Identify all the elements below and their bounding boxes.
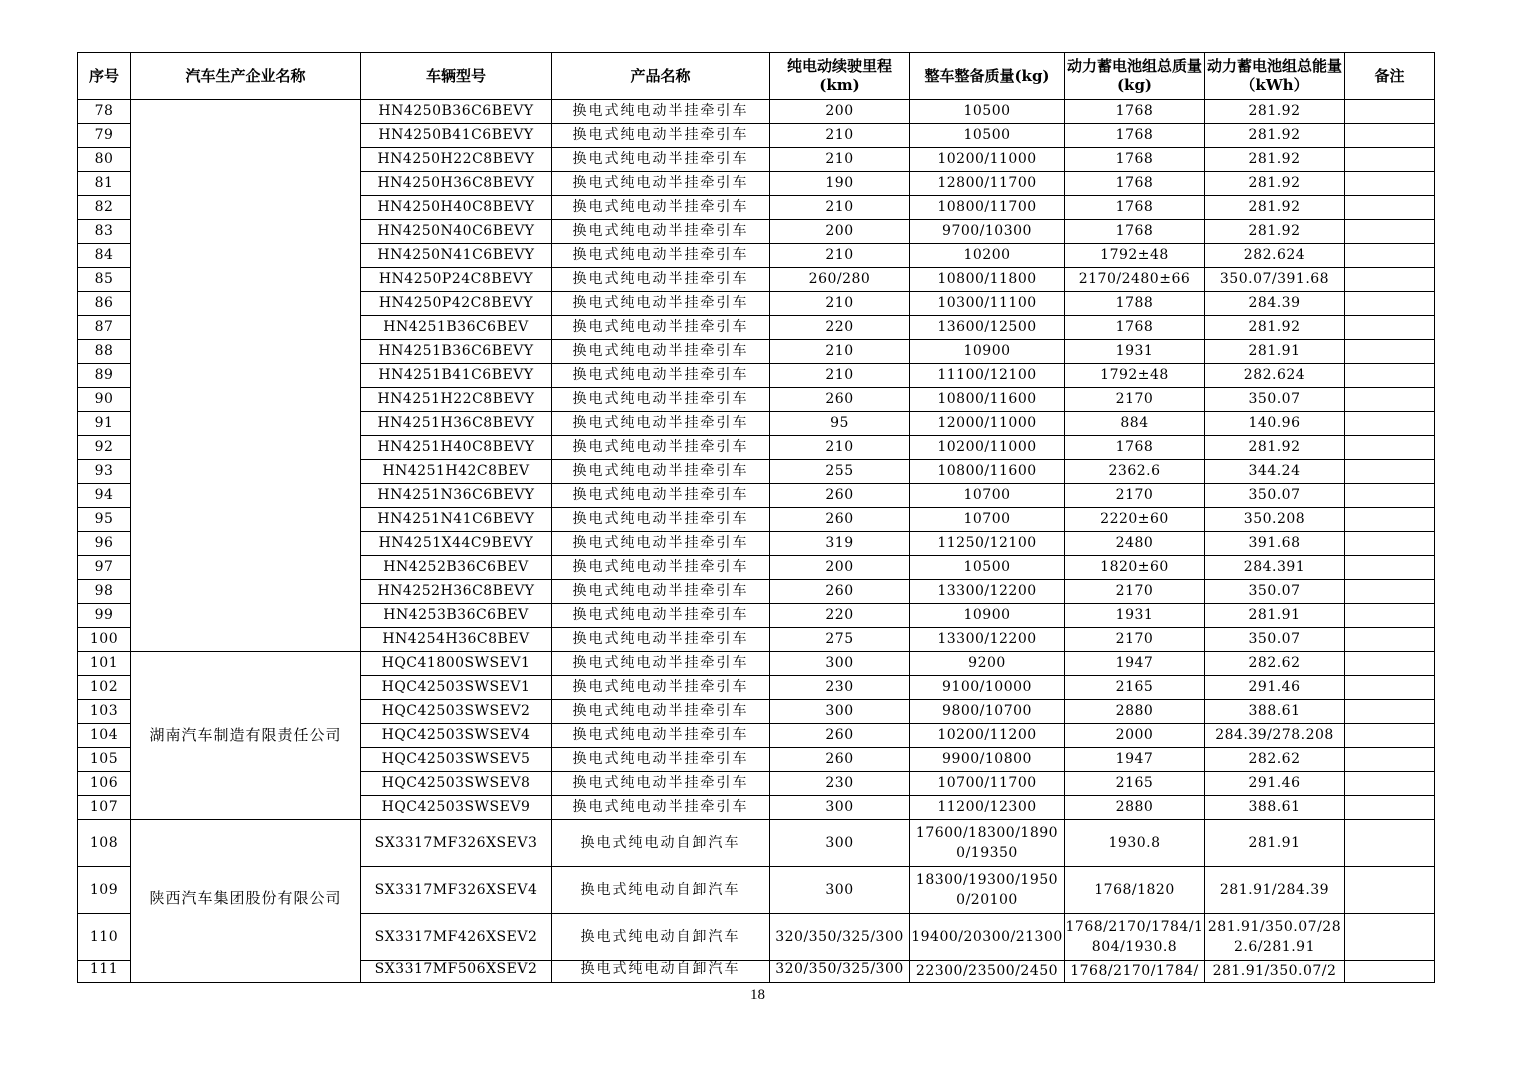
- remarks-cell: [1345, 748, 1435, 772]
- model-cell: HN4251B36C6BEV: [361, 316, 552, 340]
- manufacturer-cell: 湖南汽车制造有限责任公司: [131, 652, 361, 820]
- curb-weight-cell: 13300/12200: [910, 580, 1065, 604]
- seq-cell: 93: [78, 460, 131, 484]
- model-cell: HQC41800SWSEV1: [361, 652, 552, 676]
- battery-energy-cell: 291.46: [1205, 676, 1345, 700]
- curb-weight-cell: 22300/23500/2450: [910, 961, 1065, 983]
- battery-energy-cell: 281.92: [1205, 316, 1345, 340]
- seq-cell: 97: [78, 556, 131, 580]
- curb-weight-cell: 9100/10000: [910, 676, 1065, 700]
- range-cell: 300: [770, 652, 910, 676]
- range-cell: 260: [770, 724, 910, 748]
- remarks-cell: [1345, 148, 1435, 172]
- remarks-cell: [1345, 961, 1435, 983]
- header-seq: 序号: [78, 53, 131, 100]
- remarks-cell: [1345, 628, 1435, 652]
- seq-cell: 101: [78, 652, 131, 676]
- battery-mass-cell: 2165: [1065, 772, 1205, 796]
- range-cell: 220: [770, 316, 910, 340]
- model-cell: HQC42503SWSEV2: [361, 700, 552, 724]
- battery-energy-cell: 281.92: [1205, 436, 1345, 460]
- battery-energy-cell: 350.07/391.68: [1205, 268, 1345, 292]
- battery-mass-cell: 1947: [1065, 748, 1205, 772]
- product-name-cell: 换电式纯电动半挂牵引车: [552, 508, 770, 532]
- model-cell: HQC42503SWSEV5: [361, 748, 552, 772]
- product-name-cell: 换电式纯电动半挂牵引车: [552, 148, 770, 172]
- manufacturer-cell: 陕西汽车集团股份有限公司: [131, 820, 361, 983]
- remarks-cell: [1345, 484, 1435, 508]
- model-cell: HN4251N36C6BEVY: [361, 484, 552, 508]
- battery-energy-cell: 281.91/350.07/2: [1205, 961, 1345, 983]
- seq-cell: 94: [78, 484, 131, 508]
- model-cell: HN4250H40C8BEVY: [361, 196, 552, 220]
- curb-weight-cell: 10500: [910, 100, 1065, 124]
- curb-weight-cell: 10200/11000: [910, 436, 1065, 460]
- model-cell: HN4252B36C6BEV: [361, 556, 552, 580]
- range-cell: 190: [770, 172, 910, 196]
- product-name-cell: 换电式纯电动半挂牵引车: [552, 652, 770, 676]
- battery-mass-cell: 884: [1065, 412, 1205, 436]
- remarks-cell: [1345, 676, 1435, 700]
- battery-mass-cell: 2480: [1065, 532, 1205, 556]
- curb-weight-cell: 10900: [910, 604, 1065, 628]
- seq-cell: 80: [78, 148, 131, 172]
- product-name-cell: 换电式纯电动半挂牵引车: [552, 124, 770, 148]
- battery-mass-cell: 2220±60: [1065, 508, 1205, 532]
- battery-energy-cell: 350.07: [1205, 580, 1345, 604]
- model-cell: HN4250N41C6BEVY: [361, 244, 552, 268]
- seq-cell: 110: [78, 914, 131, 961]
- battery-mass-cell: 2170: [1065, 580, 1205, 604]
- range-cell: 210: [770, 244, 910, 268]
- product-name-cell: 换电式纯电动半挂牵引车: [552, 772, 770, 796]
- seq-cell: 91: [78, 412, 131, 436]
- product-name-cell: 换电式纯电动半挂牵引车: [552, 484, 770, 508]
- header-curb-weight: 整车整备质量(kg): [910, 53, 1065, 100]
- model-cell: HN4251H22C8BEVY: [361, 388, 552, 412]
- model-cell: HN4251H36C8BEVY: [361, 412, 552, 436]
- seq-cell: 106: [78, 772, 131, 796]
- seq-cell: 84: [78, 244, 131, 268]
- battery-energy-cell: 281.92: [1205, 172, 1345, 196]
- seq-cell: 104: [78, 724, 131, 748]
- seq-cell: 107: [78, 796, 131, 820]
- remarks-cell: [1345, 652, 1435, 676]
- curb-weight-cell: 10700/11700: [910, 772, 1065, 796]
- battery-energy-cell: 281.92: [1205, 124, 1345, 148]
- range-cell: 300: [770, 867, 910, 914]
- battery-energy-cell: 281.92: [1205, 196, 1345, 220]
- battery-mass-cell: 2170: [1065, 628, 1205, 652]
- header-remarks: 备注: [1345, 53, 1435, 100]
- curb-weight-cell: 9800/10700: [910, 700, 1065, 724]
- model-cell: HN4251N41C6BEVY: [361, 508, 552, 532]
- model-cell: HN4251B41C6BEVY: [361, 364, 552, 388]
- model-cell: HN4250B41C6BEVY: [361, 124, 552, 148]
- seq-cell: 82: [78, 196, 131, 220]
- remarks-cell: [1345, 268, 1435, 292]
- remarks-cell: [1345, 172, 1435, 196]
- battery-energy-cell: 391.68: [1205, 532, 1345, 556]
- battery-energy-cell: 281.92: [1205, 220, 1345, 244]
- remarks-cell: [1345, 796, 1435, 820]
- product-name-cell: 换电式纯电动半挂牵引车: [552, 172, 770, 196]
- product-name-cell: 换电式纯电动半挂牵引车: [552, 268, 770, 292]
- curb-weight-cell: 10800/11700: [910, 196, 1065, 220]
- seq-cell: 85: [78, 268, 131, 292]
- battery-energy-cell: 350.07: [1205, 388, 1345, 412]
- curb-weight-cell: 10200/11200: [910, 724, 1065, 748]
- curb-weight-cell: 10900: [910, 340, 1065, 364]
- battery-mass-cell: 2880: [1065, 796, 1205, 820]
- seq-cell: 78: [78, 100, 131, 124]
- curb-weight-cell: 13600/12500: [910, 316, 1065, 340]
- product-name-cell: 换电式纯电动半挂牵引车: [552, 412, 770, 436]
- battery-energy-cell: 344.24: [1205, 460, 1345, 484]
- curb-weight-cell: 17600/18300/18900/19350: [910, 820, 1065, 867]
- header-vehicle-model: 车辆型号: [361, 53, 552, 100]
- model-cell: HN4251H42C8BEV: [361, 460, 552, 484]
- battery-energy-cell: 350.208: [1205, 508, 1345, 532]
- product-name-cell: 换电式纯电动半挂牵引车: [552, 604, 770, 628]
- range-cell: 210: [770, 364, 910, 388]
- range-cell: 220: [770, 604, 910, 628]
- battery-energy-cell: 282.62: [1205, 652, 1345, 676]
- page-number: 18: [750, 987, 765, 1003]
- battery-mass-cell: 1768: [1065, 124, 1205, 148]
- range-cell: 260: [770, 748, 910, 772]
- range-cell: 200: [770, 100, 910, 124]
- range-cell: 200: [770, 556, 910, 580]
- curb-weight-cell: 11200/12300: [910, 796, 1065, 820]
- battery-mass-cell: 1768/2170/1784/: [1065, 961, 1205, 983]
- battery-energy-cell: 284.39: [1205, 292, 1345, 316]
- range-cell: 320/350/325/300: [770, 961, 910, 983]
- model-cell: SX3317MF506XSEV2: [361, 961, 552, 983]
- remarks-cell: [1345, 700, 1435, 724]
- curb-weight-cell: 13300/12200: [910, 628, 1065, 652]
- header-manufacturer: 汽车生产企业名称: [131, 53, 361, 100]
- remarks-cell: [1345, 124, 1435, 148]
- seq-cell: 109: [78, 867, 131, 914]
- curb-weight-cell: 9700/10300: [910, 220, 1065, 244]
- curb-weight-cell: 10800/11600: [910, 460, 1065, 484]
- range-cell: 260: [770, 484, 910, 508]
- battery-energy-cell: 281.91: [1205, 340, 1345, 364]
- product-name-cell: 换电式纯电动半挂牵引车: [552, 796, 770, 820]
- battery-energy-cell: 281.91: [1205, 604, 1345, 628]
- curb-weight-cell: 10200: [910, 244, 1065, 268]
- product-name-cell: 换电式纯电动半挂牵引车: [552, 220, 770, 244]
- remarks-cell: [1345, 580, 1435, 604]
- seq-cell: 102: [78, 676, 131, 700]
- range-cell: 95: [770, 412, 910, 436]
- curb-weight-cell: 9900/10800: [910, 748, 1065, 772]
- battery-mass-cell: 1768: [1065, 316, 1205, 340]
- model-cell: HN4250B36C6BEVY: [361, 100, 552, 124]
- curb-weight-cell: 19400/20300/21300: [910, 914, 1065, 961]
- table-header-row: [78, 53, 1435, 100]
- range-cell: 260: [770, 388, 910, 412]
- model-cell: HN4250P42C8BEVY: [361, 292, 552, 316]
- product-name-cell: 换电式纯电动半挂牵引车: [552, 340, 770, 364]
- table-row: [78, 100, 1435, 124]
- model-cell: SX3317MF326XSEV4: [361, 867, 552, 914]
- remarks-cell: [1345, 772, 1435, 796]
- table-row: [78, 652, 1435, 676]
- battery-energy-cell: 388.61: [1205, 700, 1345, 724]
- product-name-cell: 换电式纯电动自卸汽车: [552, 914, 770, 961]
- header-product-name: 产品名称: [552, 53, 770, 100]
- model-cell: HN4252H36C8BEVY: [361, 580, 552, 604]
- product-name-cell: 换电式纯电动半挂牵引车: [552, 628, 770, 652]
- remarks-cell: [1345, 532, 1435, 556]
- model-cell: HQC42503SWSEV4: [361, 724, 552, 748]
- manufacturer-cell: [131, 100, 361, 652]
- remarks-cell: [1345, 604, 1435, 628]
- seq-cell: 98: [78, 580, 131, 604]
- product-name-cell: 换电式纯电动半挂牵引车: [552, 460, 770, 484]
- product-name-cell: 换电式纯电动半挂牵引车: [552, 436, 770, 460]
- model-cell: HQC42503SWSEV9: [361, 796, 552, 820]
- model-cell: HN4253B36C6BEV: [361, 604, 552, 628]
- battery-energy-cell: 140.96: [1205, 412, 1345, 436]
- remarks-cell: [1345, 820, 1435, 867]
- range-cell: 230: [770, 772, 910, 796]
- battery-energy-cell: 281.91/284.39: [1205, 867, 1345, 914]
- battery-mass-cell: 2165: [1065, 676, 1205, 700]
- product-name-cell: 换电式纯电动自卸汽车: [552, 961, 770, 983]
- seq-cell: 92: [78, 436, 131, 460]
- range-cell: 260/280: [770, 268, 910, 292]
- seq-cell: 100: [78, 628, 131, 652]
- remarks-cell: [1345, 196, 1435, 220]
- remarks-cell: [1345, 340, 1435, 364]
- curb-weight-cell: 11250/12100: [910, 532, 1065, 556]
- seq-cell: 95: [78, 508, 131, 532]
- product-name-cell: 换电式纯电动半挂牵引车: [552, 748, 770, 772]
- range-cell: 260: [770, 508, 910, 532]
- range-cell: 300: [770, 796, 910, 820]
- battery-mass-cell: 1947: [1065, 652, 1205, 676]
- seq-cell: 87: [78, 316, 131, 340]
- battery-mass-cell: 2362.6: [1065, 460, 1205, 484]
- battery-mass-cell: 1931: [1065, 604, 1205, 628]
- battery-mass-cell: 1930.8: [1065, 820, 1205, 867]
- battery-energy-cell: 282.62: [1205, 748, 1345, 772]
- range-cell: 230: [770, 676, 910, 700]
- curb-weight-cell: 11100/12100: [910, 364, 1065, 388]
- remarks-cell: [1345, 412, 1435, 436]
- seq-cell: 105: [78, 748, 131, 772]
- range-cell: 210: [770, 148, 910, 172]
- curb-weight-cell: 12000/11000: [910, 412, 1065, 436]
- seq-cell: 96: [78, 532, 131, 556]
- model-cell: SX3317MF326XSEV3: [361, 820, 552, 867]
- model-cell: HN4250H22C8BEVY: [361, 148, 552, 172]
- header-battery-energy: 动力蓄电池组总能量（kWh）: [1205, 53, 1345, 100]
- product-name-cell: 换电式纯电动半挂牵引车: [552, 580, 770, 604]
- seq-cell: 111: [78, 961, 131, 983]
- model-cell: SX3317MF426XSEV2: [361, 914, 552, 961]
- range-cell: 260: [770, 580, 910, 604]
- curb-weight-cell: 10800/11600: [910, 388, 1065, 412]
- product-name-cell: 换电式纯电动自卸汽车: [552, 867, 770, 914]
- battery-mass-cell: 1792±48: [1065, 364, 1205, 388]
- seq-cell: 81: [78, 172, 131, 196]
- product-name-cell: 换电式纯电动半挂牵引车: [552, 388, 770, 412]
- product-name-cell: 换电式纯电动半挂牵引车: [552, 100, 770, 124]
- model-cell: HQC42503SWSEV8: [361, 772, 552, 796]
- table-row: [78, 820, 1435, 867]
- seq-cell: 83: [78, 220, 131, 244]
- battery-mass-cell: 1820±60: [1065, 556, 1205, 580]
- seq-cell: 90: [78, 388, 131, 412]
- remarks-cell: [1345, 364, 1435, 388]
- battery-energy-cell: 282.624: [1205, 364, 1345, 388]
- battery-energy-cell: 388.61: [1205, 796, 1345, 820]
- product-name-cell: 换电式纯电动半挂牵引车: [552, 196, 770, 220]
- remarks-cell: [1345, 724, 1435, 748]
- model-cell: HQC42503SWSEV1: [361, 676, 552, 700]
- curb-weight-cell: 10700: [910, 508, 1065, 532]
- battery-energy-cell: 281.92: [1205, 148, 1345, 172]
- remarks-cell: [1345, 388, 1435, 412]
- battery-mass-cell: 1768/1820: [1065, 867, 1205, 914]
- battery-energy-cell: 350.07: [1205, 484, 1345, 508]
- range-cell: 210: [770, 340, 910, 364]
- table-body: [78, 100, 1435, 983]
- model-cell: HN4254H36C8BEV: [361, 628, 552, 652]
- curb-weight-cell: 9200: [910, 652, 1065, 676]
- curb-weight-cell: 10500: [910, 556, 1065, 580]
- curb-weight-cell: 10200/11000: [910, 148, 1065, 172]
- model-cell: HN4250N40C6BEVY: [361, 220, 552, 244]
- seq-cell: 86: [78, 292, 131, 316]
- range-cell: 275: [770, 628, 910, 652]
- battery-mass-cell: 1792±48: [1065, 244, 1205, 268]
- battery-mass-cell: 2170: [1065, 484, 1205, 508]
- header-range: 纯电动续驶里程(km): [770, 53, 910, 100]
- seq-cell: 99: [78, 604, 131, 628]
- range-cell: 320/350/325/300: [770, 914, 910, 961]
- curb-weight-cell: 18300/19300/19500/20100: [910, 867, 1065, 914]
- battery-energy-cell: 282.624: [1205, 244, 1345, 268]
- remarks-cell: [1345, 292, 1435, 316]
- battery-mass-cell: 1768: [1065, 172, 1205, 196]
- battery-mass-cell: 2000: [1065, 724, 1205, 748]
- battery-mass-cell: 1768: [1065, 436, 1205, 460]
- battery-mass-cell: 1768: [1065, 196, 1205, 220]
- remarks-cell: [1345, 867, 1435, 914]
- battery-mass-cell: 1768: [1065, 220, 1205, 244]
- range-cell: 319: [770, 532, 910, 556]
- battery-mass-cell: 1768: [1065, 148, 1205, 172]
- range-cell: 210: [770, 292, 910, 316]
- curb-weight-cell: 10800/11800: [910, 268, 1065, 292]
- remarks-cell: [1345, 436, 1435, 460]
- range-cell: 255: [770, 460, 910, 484]
- range-cell: 210: [770, 124, 910, 148]
- curb-weight-cell: 12800/11700: [910, 172, 1065, 196]
- battery-mass-cell: 1788: [1065, 292, 1205, 316]
- battery-mass-cell: 1768: [1065, 100, 1205, 124]
- product-name-cell: 换电式纯电动半挂牵引车: [552, 676, 770, 700]
- model-cell: HN4251X44C9BEVY: [361, 532, 552, 556]
- remarks-cell: [1345, 914, 1435, 961]
- product-name-cell: 换电式纯电动半挂牵引车: [552, 316, 770, 340]
- product-name-cell: 换电式纯电动自卸汽车: [552, 820, 770, 867]
- model-cell: HN4250P24C8BEVY: [361, 268, 552, 292]
- range-cell: 300: [770, 820, 910, 867]
- product-name-cell: 换电式纯电动半挂牵引车: [552, 532, 770, 556]
- vehicle-catalog-table: [77, 52, 1435, 983]
- model-cell: HN4251H40C8BEVY: [361, 436, 552, 460]
- product-name-cell: 换电式纯电动半挂牵引车: [552, 700, 770, 724]
- remarks-cell: [1345, 460, 1435, 484]
- seq-cell: 108: [78, 820, 131, 867]
- battery-energy-cell: 281.91: [1205, 820, 1345, 867]
- remarks-cell: [1345, 244, 1435, 268]
- battery-mass-cell: 2880: [1065, 700, 1205, 724]
- seq-cell: 79: [78, 124, 131, 148]
- battery-energy-cell: 284.391: [1205, 556, 1345, 580]
- battery-energy-cell: 284.39/278.208: [1205, 724, 1345, 748]
- remarks-cell: [1345, 220, 1435, 244]
- battery-energy-cell: 291.46: [1205, 772, 1345, 796]
- curb-weight-cell: 10700: [910, 484, 1065, 508]
- header-battery-mass: 动力蓄电池组总质量(kg): [1065, 53, 1205, 100]
- battery-energy-cell: 281.92: [1205, 100, 1345, 124]
- remarks-cell: [1345, 508, 1435, 532]
- remarks-cell: [1345, 556, 1435, 580]
- battery-energy-cell: 350.07: [1205, 628, 1345, 652]
- seq-cell: 88: [78, 340, 131, 364]
- battery-energy-cell: 281.91/350.07/282.6/281.91: [1205, 914, 1345, 961]
- curb-weight-cell: 10300/11100: [910, 292, 1065, 316]
- remarks-cell: [1345, 316, 1435, 340]
- product-name-cell: 换电式纯电动半挂牵引车: [552, 244, 770, 268]
- range-cell: 300: [770, 700, 910, 724]
- seq-cell: 89: [78, 364, 131, 388]
- remarks-cell: [1345, 100, 1435, 124]
- product-name-cell: 换电式纯电动半挂牵引车: [552, 724, 770, 748]
- battery-mass-cell: 1768/2170/1784/1804/1930.8: [1065, 914, 1205, 961]
- range-cell: 200: [770, 220, 910, 244]
- seq-cell: 103: [78, 700, 131, 724]
- curb-weight-cell: 10500: [910, 124, 1065, 148]
- product-name-cell: 换电式纯电动半挂牵引车: [552, 364, 770, 388]
- range-cell: 210: [770, 196, 910, 220]
- model-cell: HN4251B36C6BEVY: [361, 340, 552, 364]
- model-cell: HN4250H36C8BEVY: [361, 172, 552, 196]
- battery-mass-cell: 1931: [1065, 340, 1205, 364]
- battery-mass-cell: 2170: [1065, 388, 1205, 412]
- range-cell: 210: [770, 436, 910, 460]
- product-name-cell: 换电式纯电动半挂牵引车: [552, 556, 770, 580]
- battery-mass-cell: 2170/2480±66: [1065, 268, 1205, 292]
- product-name-cell: 换电式纯电动半挂牵引车: [552, 292, 770, 316]
